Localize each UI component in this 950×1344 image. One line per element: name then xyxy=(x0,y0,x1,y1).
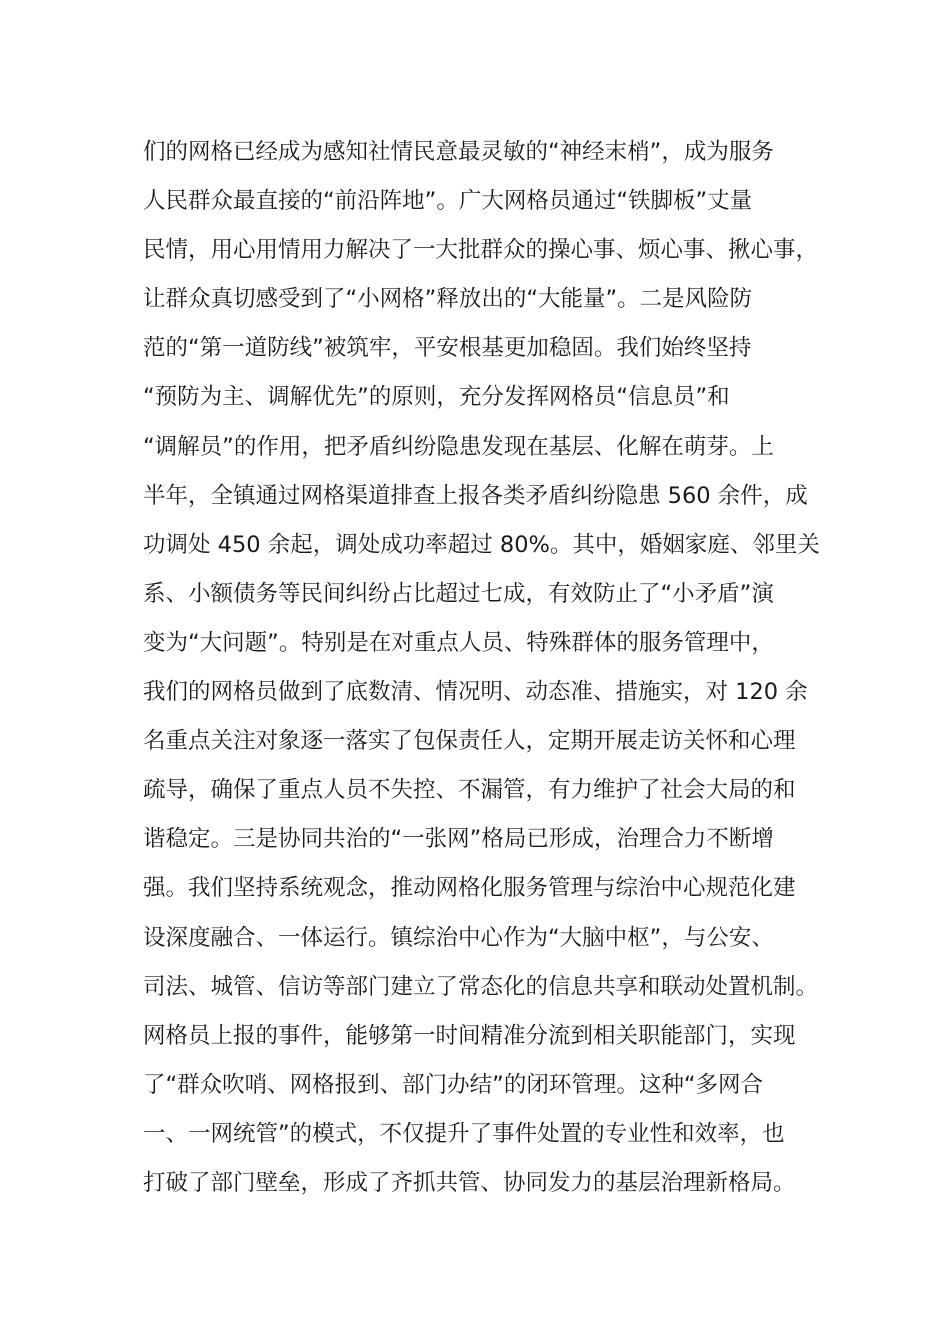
text-line: “预防为主、调解优先”的原则，充分发挥网格员“信息员”和 xyxy=(143,384,730,411)
text-line: 设深度融合、一体运行。镇综治中心作为“大脑中枢”，与公安、 xyxy=(143,924,774,951)
text-line: 功调处 450 余起，调处成功率超过 80%。其中，婚姻家庭、邻里关 xyxy=(143,531,820,558)
text-line: 司法、城管、信访等部门建立了常态化的信息共享和联动处置机制。 xyxy=(143,973,819,1000)
text-line: 网格员上报的事件，能够第一时间精准分流到相关职能部门，实现 xyxy=(143,1022,796,1049)
text-line: 人民群众最直接的“前沿阵地”。广大网格员通过“铁脚板”丈量 xyxy=(143,188,753,215)
text-line: 疏导，确保了重点人员不失控、不漏管，有力维护了社会大局的和 xyxy=(143,777,796,804)
body-text xyxy=(143,128,833,1208)
text-line: “调解员”的作用，把矛盾纠纷隐患发现在基层、化解在萌芽。上 xyxy=(143,433,774,460)
text-line: 半年，全镇通过网格渠道排查上报各类矛盾纠纷隐患 560 余件，成 xyxy=(143,482,808,509)
text-line: 强。我们坚持系统观念，推动网格化服务管理与综治中心规范化建 xyxy=(143,875,796,902)
text-line: 变为“大问题”。特别是在对重点人员、特殊群体的服务管理中， xyxy=(143,629,774,656)
text-line: 范的“第一道防线”被筑牢，平安根基更加稳固。我们始终坚持 xyxy=(143,335,752,362)
text-line: 们的网格已经成为感知社情民意最灵敏的“神经末梢”，成为服务 xyxy=(143,139,774,165)
text-line: 谐稳定。三是协同共治的“一张网”格局已形成，治理合力不断增 xyxy=(143,826,774,853)
text-line: 名重点关注对象逐一落实了包保责任人，定期开展走访关怀和心理 xyxy=(143,728,796,755)
text-line: 民情，用心用情用力解决了一大批群众的操心事、烦心事、揪心事， xyxy=(143,237,819,264)
text-line: 让群众真切感受到了“小网格”释放出的“大能量”。二是风险防 xyxy=(143,286,753,313)
text-line: 打破了部门壁垒，形成了齐抓共管、协同发力的基层治理新格局。 xyxy=(143,1169,796,1196)
text-line: 了“群众吹哨、网格报到、部门办结”的闭环管理。这种“多网合 xyxy=(143,1071,763,1098)
text-line: 我们的网格员做到了底数清、情况明、动态准、措施实，对 120 余 xyxy=(143,679,808,706)
text-line: 一、一网统管”的模式，不仅提升了事件处置的专业性和效率，也 xyxy=(143,1120,785,1147)
text-line: 系、小额债务等民间纠纷占比超过七成，有效防止了“小矛盾”演 xyxy=(143,580,774,607)
